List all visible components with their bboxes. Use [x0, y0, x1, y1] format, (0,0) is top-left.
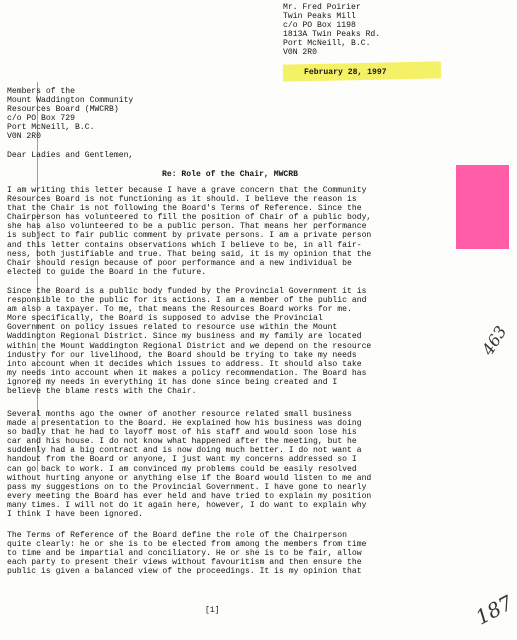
subject-line: Re: Role of the Chair, MWCRB	[162, 170, 298, 179]
letter-date: February 28, 1997	[304, 68, 387, 77]
sender-address: Mr. Fred Poirier Twin Peaks Mill c/o PO Box 1198 1813A Twin Peaks Rd. Port McNeill, B.C. V0N 2R0	[283, 3, 381, 58]
handwritten-page-count: 187	[471, 590, 517, 630]
paragraph-2: Since the Board is a public body funded by the Provincial Government it is responsible to the public for its actions. I am a member of the public and am also a taxpayer. To me, that means the Resources Board works for me. More specifically, the Board is supposed to advise the Provincial Government on policy issues related to resource use within the Mount Waddington Regional District. Since my business and my family are located within the Mount Waddington Regional District and we depend on the resource industry for our livelihood, the Board should be trying to take my needs into account when it decides which issues to address. It should also take my needs into account when it makes a policy recommendation. The Board has ignored my needs in everything it has done since being created and I believe the blame rests with the Chair.	[7, 287, 372, 397]
pink-sticky-note	[456, 165, 509, 249]
salutation: Dear Ladies and Gentlemen,	[7, 151, 134, 160]
handwritten-margin-note: 463	[478, 322, 511, 359]
recipient-address: Members of the Mount Waddington Community Resources Board (MWCRB) c/o PO Box 729 Port McNeill, B.C. V0N 2R0	[7, 87, 134, 142]
paragraph-3: Several months ago the owner of another resource related small business made a presentation to the Board. He explained how his business was doing so badly that he had to layoff most of his staff and would soon lose his car and his house. I do not know what happened after the meeting, but he suddenly had a big contract and is now doing much better. I do not want a handout from the Board or anyone, I just want my concerns addressed so I can go back to work. I am convinced my problems could be easily resolved without hurting anyone or anything else if the Board would listen to me and pass my suggestions on to the Provincial Government. I have gone to nearly every meeting the Board has ever held and have tried to explain my position many times. I will not do it again here, however, I do want to explain why I think I have been ignored.	[7, 410, 372, 520]
paragraph-1: I am writing this letter because I have a grave concern that the Community Resources Board is not functioning as it should. I believe the reason is that the Chair is not following the Board's Terms of Reference. Since the Chairperson has volunteered to fill the position of Chair of a public body, she has also volunteered to be a public person. That means her performance is subject to fair public comment by private persons. I am a private person and this letter contains observations which I believe to be, in all fair- ness, both justifiable and true. That being said, it is my opinion that the Chair should resign because of poor performance and a new individual be elected to guide the Board in the future.	[7, 186, 372, 277]
page-number: [1]	[205, 606, 220, 615]
paragraph-4: The Terms of Reference of the Board define the role of the Chairperson quite clearly: he or she is to be elected from among the members from time to time and be impartial and conciliatory. He or she is to be fair, allow each party to present their views without favouritism and then ensure the public is given a balanced view of the proceedings. It is my opinion that	[7, 531, 367, 577]
